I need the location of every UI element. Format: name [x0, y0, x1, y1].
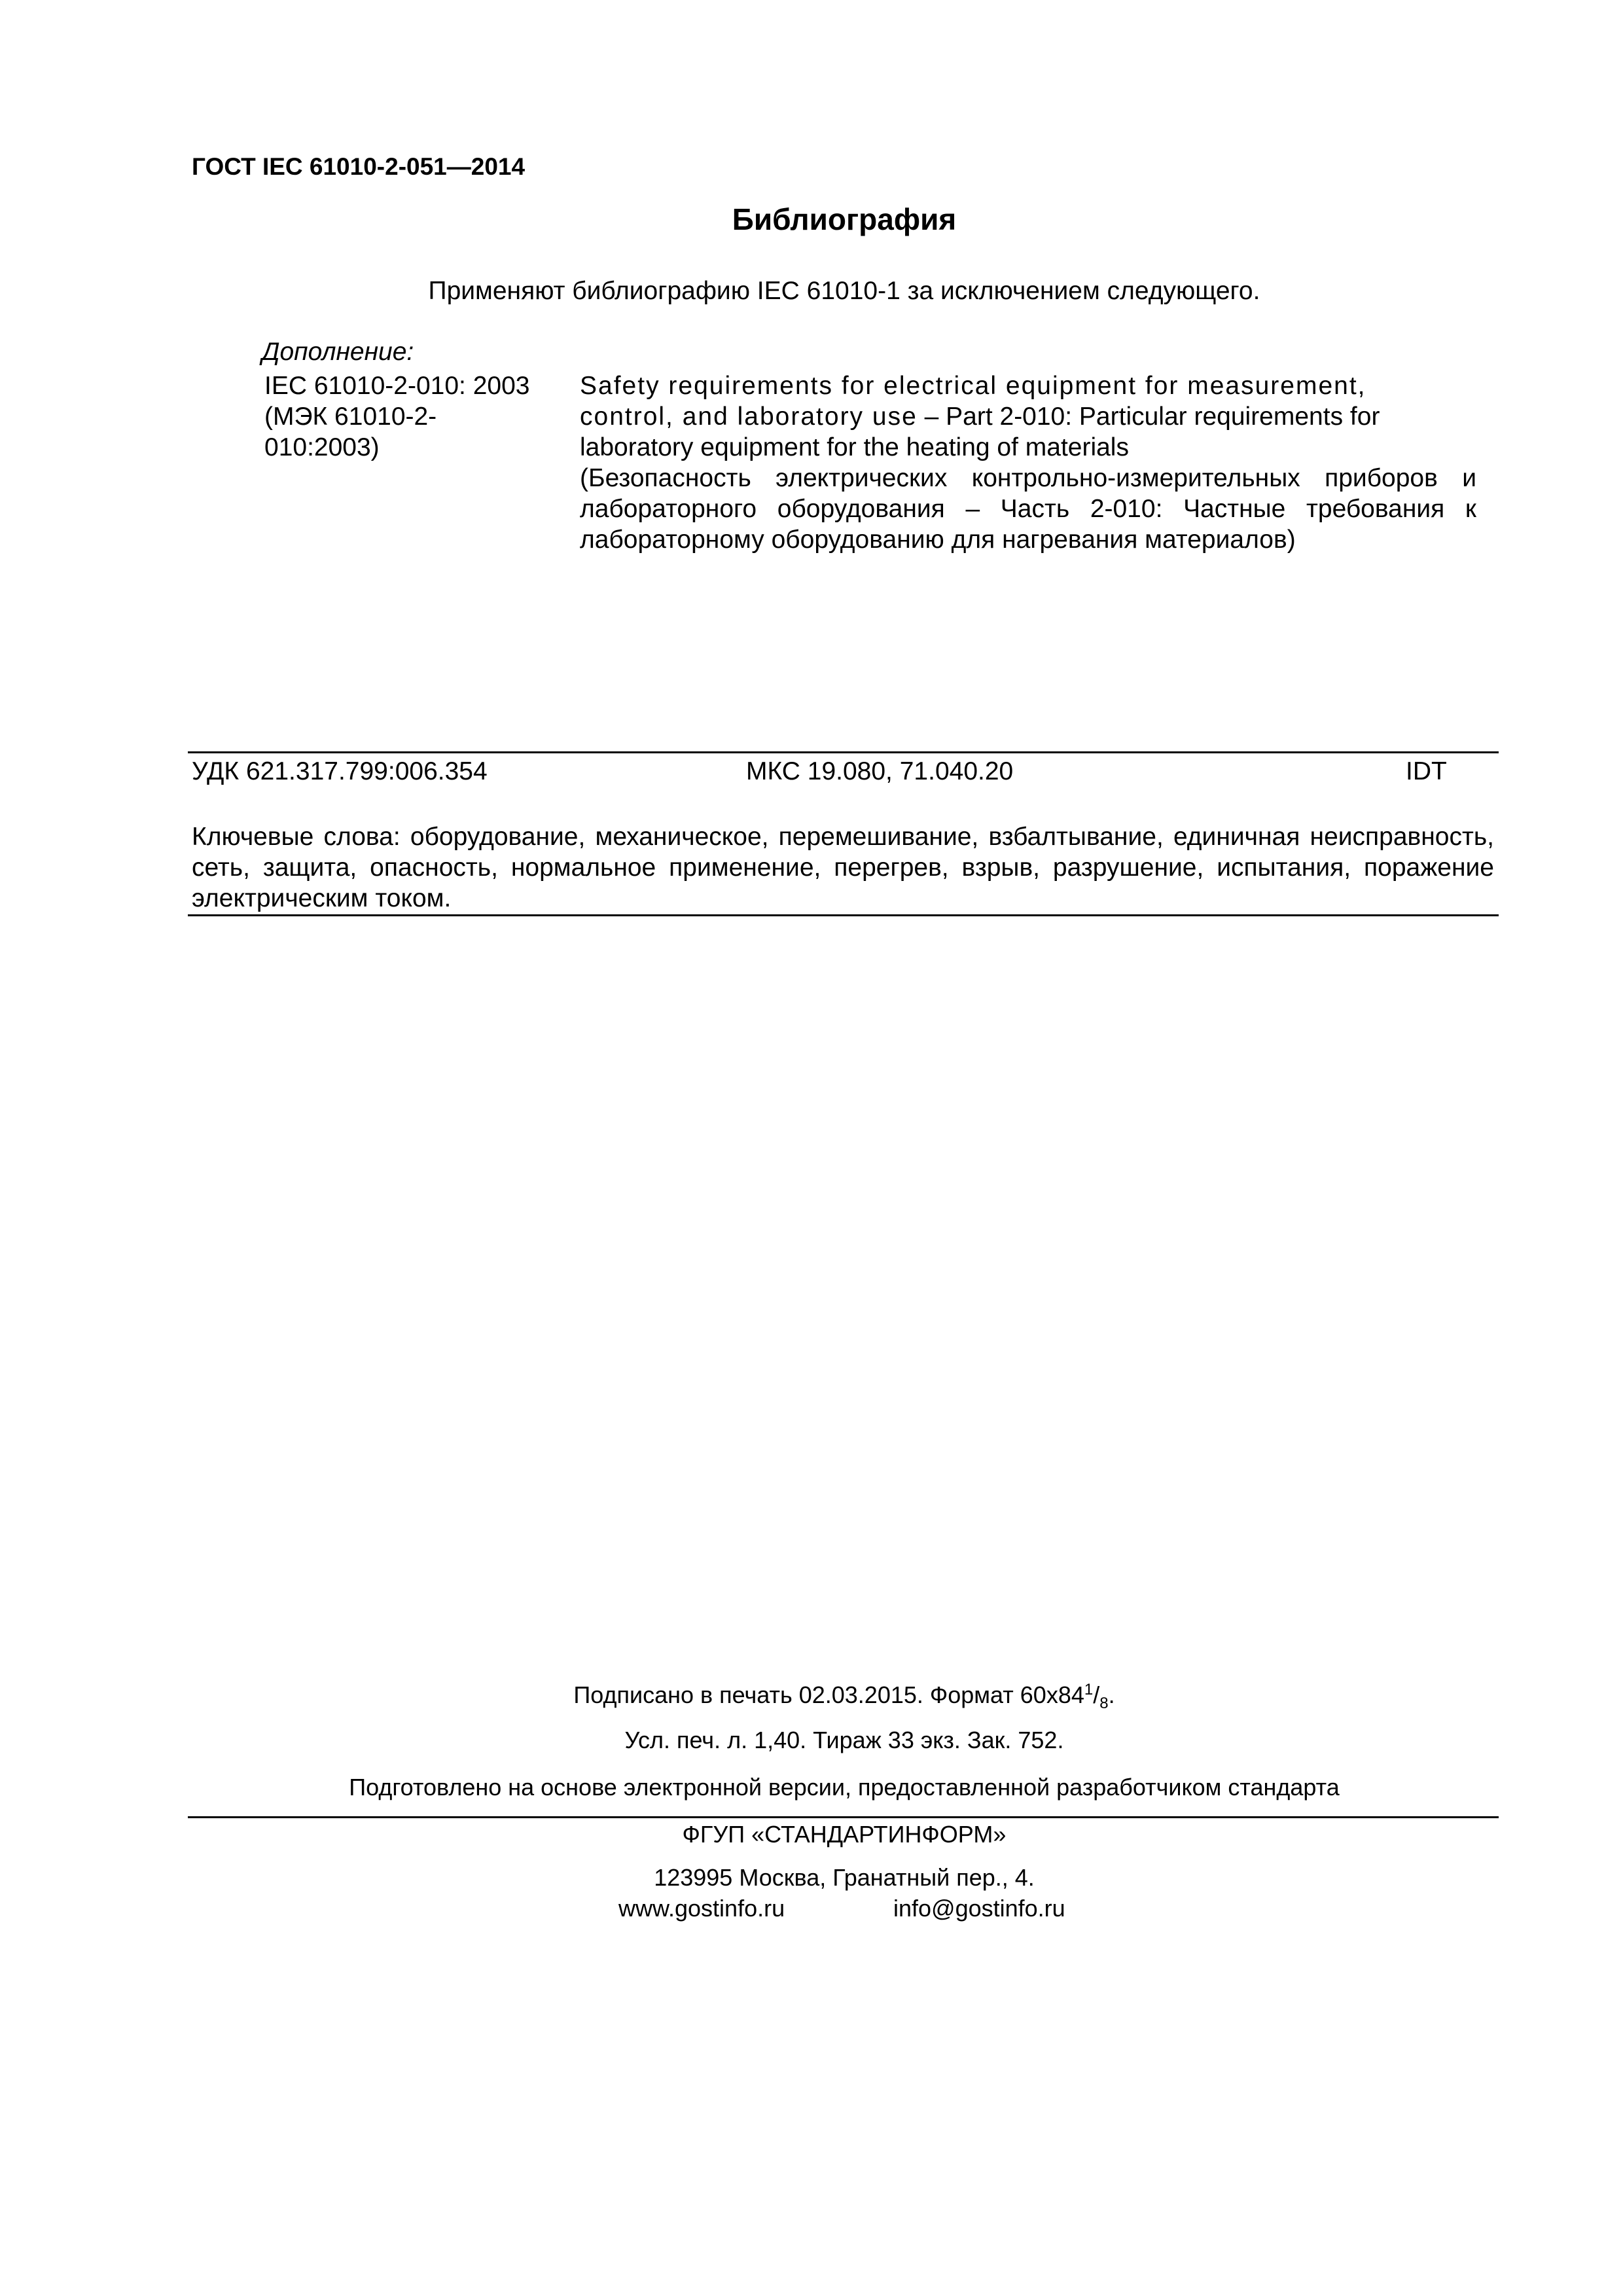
- keywords-paragraph: Ключевые слова: оборудование, механическое, перемешивание, взбалтывание, единичная неисправность, сеть, защита, опасность, нормальное применение, перегрев, взрыв, разрушение, испытания, поражение электрическим током.: [192, 823, 1494, 912]
- mks-code: МКС 19.080, 71.040.20: [746, 757, 1014, 785]
- format-subscript: 8: [1099, 1695, 1109, 1713]
- imprint-divider: [188, 1816, 1499, 1818]
- section-title: Библиография: [732, 202, 957, 236]
- divider-bottom: [188, 914, 1499, 916]
- divider-top: [188, 751, 1499, 753]
- standard-code-header: ГОСТ IEC 61010-2-051—2014: [192, 153, 526, 180]
- reference-code: [264, 370, 572, 463]
- reference-title-russian: (Безопасность электрических контрольно-измерительных приборов и лабораторного оборудования – Часть 2-010: Частные требования к лабораторному оборудованию для нагревания материалов): [580, 464, 1476, 554]
- prepared-note: Подготовлено на основе электронной версии, предоставленной разработчиком стандарта: [349, 1774, 1340, 1801]
- reference-title-line: Safety requirements for electrical equipment for measurement,: [580, 372, 1366, 400]
- publisher-address: 123995 Москва, Гранатный пер., 4.: [654, 1864, 1035, 1891]
- addition-label: Дополнение:: [262, 338, 414, 366]
- reference-title-line: laboratory equipment for the heating of materials: [580, 433, 1129, 461]
- reference-title-line: [580, 401, 1476, 432]
- format-superscript: 1: [1084, 1681, 1094, 1698]
- bibliography-intro: Применяют библиографию IEC 61010-1 за исключением следующего.: [428, 277, 1260, 305]
- format-slash: /: [1093, 1681, 1100, 1708]
- website-link[interactable]: www.gostinfo.ru: [618, 1895, 785, 1922]
- email-link[interactable]: info@gostinfo.ru: [893, 1895, 1065, 1922]
- reference-title-segment: – Part 2-010: Particular requirements for: [917, 403, 1380, 431]
- signed-text: Подписано в печать 02.03.2015. Формат 60x84: [573, 1681, 1084, 1708]
- reference-title-english: [580, 370, 1476, 463]
- reference-code-line: 010:2003): [264, 433, 380, 461]
- reference-title-segment: control, and laboratory use: [580, 403, 918, 431]
- udk-code: УДК 621.317.799:006.354: [192, 757, 488, 785]
- reference-code-line: (МЭК 61010-2-: [264, 403, 437, 431]
- publisher-name: ФГУП «СТАНДАРТИНФОРМ»: [682, 1821, 1007, 1848]
- signed-to-print: [0, 1681, 1623, 1713]
- format-end: .: [1108, 1681, 1115, 1708]
- print-details: Усл. печ. л. 1,40. Тираж 33 экз. Зак. 752.: [624, 1727, 1064, 1753]
- reference-code-line: IEC 61010-2-010: 2003: [264, 372, 530, 400]
- idt-label: IDT: [1406, 757, 1447, 785]
